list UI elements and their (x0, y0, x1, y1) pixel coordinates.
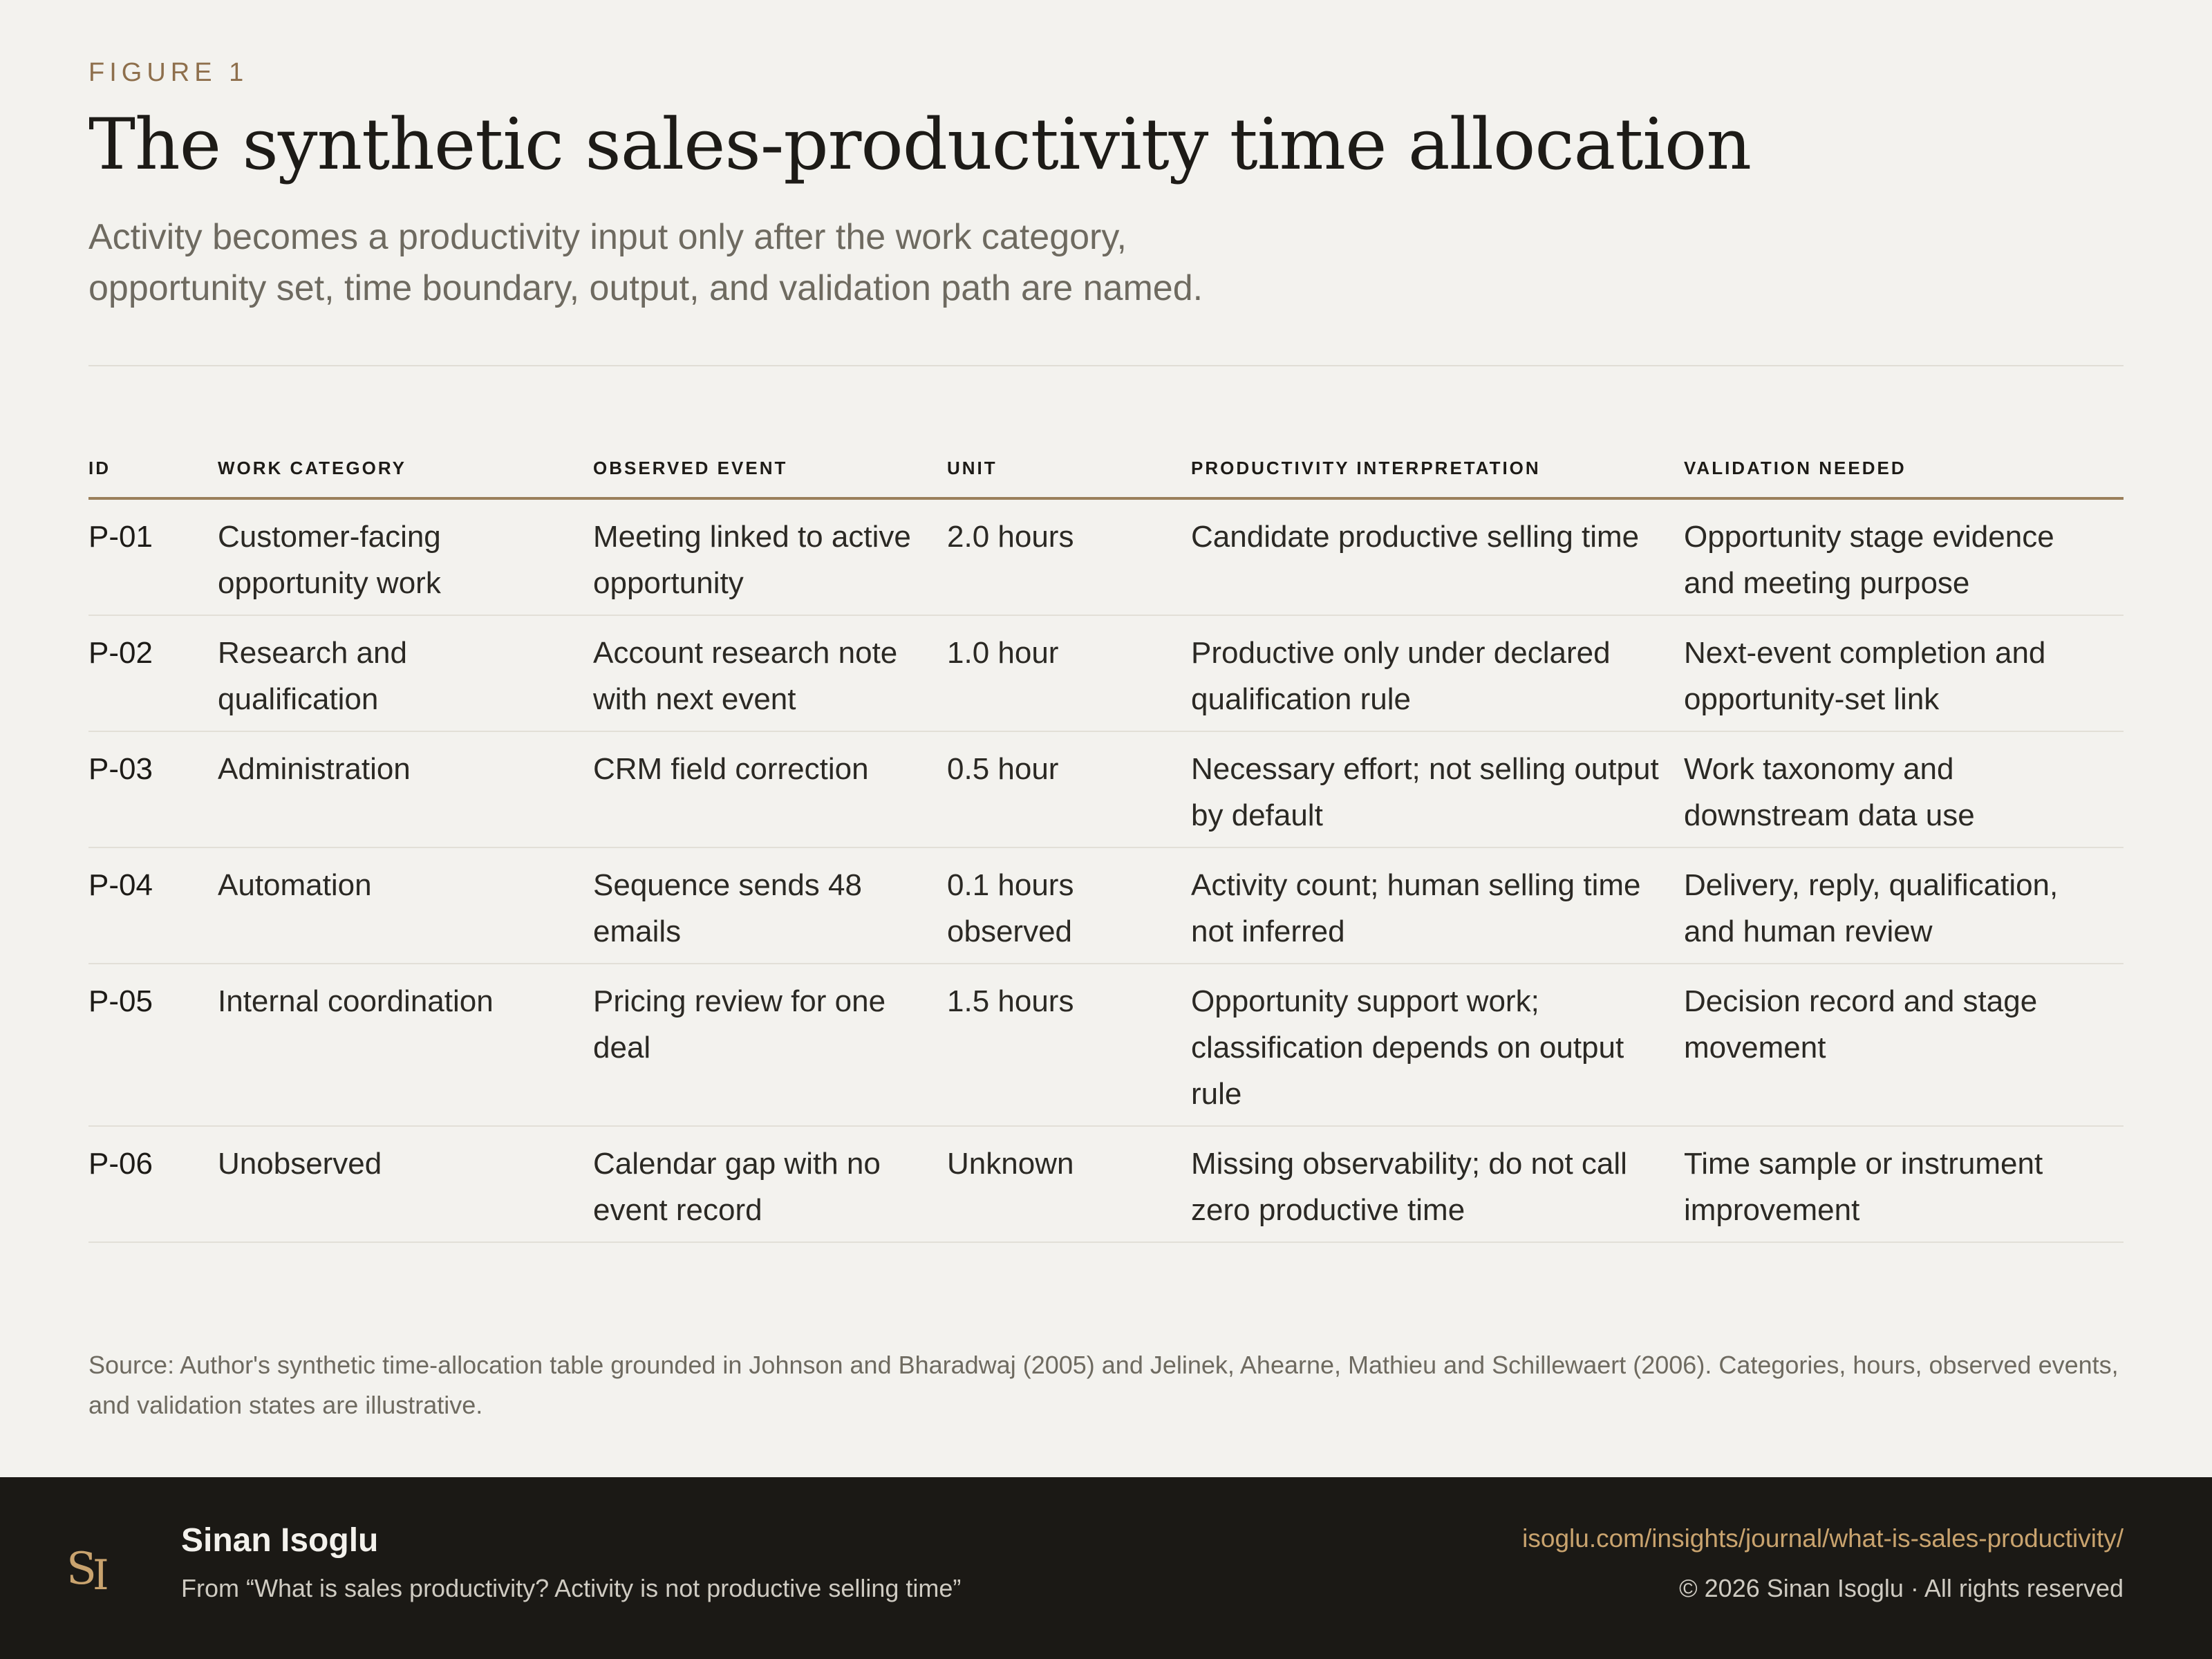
copyright-notice: © 2026 Sinan Isoglu · All rights reserved (1679, 1574, 2124, 1602)
table-row (88, 731, 2124, 847)
cell-unit: 2.0 hours (947, 498, 1191, 615)
svg-text:S: S (66, 1544, 97, 1595)
cell-id: P-06 (88, 1126, 218, 1242)
cell-validation-needed: Time sample or instrument improvement (1684, 1126, 2124, 1242)
cell-work-category: Internal coordination (218, 964, 593, 1126)
table-row (88, 1126, 2124, 1242)
cell-productivity-interpretation: Missing observability; do not call zero productive time (1191, 1126, 1684, 1242)
cell-observed-event: Sequence sends 48 emails (593, 847, 947, 964)
allocation-table (88, 449, 2124, 1243)
article-reference: From “What is sales productivity? Activity is not productive selling time” (181, 1574, 962, 1602)
cell-work-category: Research and qualification (218, 615, 593, 731)
cell-id: P-01 (88, 498, 218, 615)
cell-unit: Unknown (947, 1126, 1191, 1242)
column-header-work-category: WORK CATEGORY (218, 449, 593, 498)
cell-validation-needed: Work taxonomy and downstream data use (1684, 731, 2124, 847)
author-name: Sinan Isoglu (181, 1522, 379, 1559)
cell-observed-event: Pricing review for one deal (593, 964, 947, 1126)
footer (0, 1477, 2212, 1659)
cell-work-category: Customer-facing opportunity work (218, 498, 593, 615)
source-note: Source: Author's synthetic time-allocation table grounded in Johnson and Bharadwaj (2005) and Jelinek, Ahearne, Mathieu and Schillewaert (2006). Categories, hours, observed events, and validation states are illustrative. (88, 1351, 2119, 1419)
divider (88, 365, 2124, 366)
cell-work-category: Automation (218, 847, 593, 964)
page-title: The synthetic sales-productivity time allocation (88, 104, 1752, 186)
svg-text:I: I (93, 1551, 109, 1596)
cell-productivity-interpretation: Candidate productive selling time (1191, 498, 1684, 615)
table-row (88, 964, 2124, 1126)
cell-validation-needed: Next-event completion and opportunity-set link (1684, 615, 2124, 731)
cell-validation-needed: Decision record and stage movement (1684, 964, 2124, 1126)
figure-label: FIGURE 1 (88, 58, 249, 87)
cell-work-category: Administration (218, 731, 593, 847)
cell-productivity-interpretation: Activity count; human selling time not inferred (1191, 847, 1684, 964)
cell-id: P-04 (88, 847, 218, 964)
cell-unit: 1.5 hours (947, 964, 1191, 1126)
column-header-productivity-interpretation: PRODUCTIVITY INTERPRETATION (1191, 449, 1684, 498)
page-subtitle: Activity becomes a productivity input only after the work category, opportunity set, time boundary, output, and validation path are named. (88, 217, 1203, 308)
table-header-row (88, 449, 2124, 498)
cell-productivity-interpretation: Opportunity support work; classification depends on output rule (1191, 964, 1684, 1126)
table-row (88, 847, 2124, 964)
cell-work-category: Unobserved (218, 1126, 593, 1242)
cell-unit: 0.5 hour (947, 731, 1191, 847)
article-link[interactable]: isoglu.com/insights/journal/what-is-sales-productivity/ (1522, 1524, 2124, 1553)
cell-id: P-03 (88, 731, 218, 847)
column-header-unit: UNIT (947, 449, 1191, 498)
monogram-logo-icon (64, 1541, 119, 1596)
column-header-id: ID (88, 449, 218, 498)
cell-observed-event: Calendar gap with no event record (593, 1126, 947, 1242)
column-header-observed-event: OBSERVED EVENT (593, 449, 947, 498)
table-row (88, 615, 2124, 731)
cell-validation-needed: Opportunity stage evidence and meeting purpose (1684, 498, 2124, 615)
table-row (88, 498, 2124, 615)
cell-unit: 1.0 hour (947, 615, 1191, 731)
cell-id: P-02 (88, 615, 218, 731)
column-header-validation-needed: VALIDATION NEEDED (1684, 449, 2124, 498)
cell-observed-event: Meeting linked to active opportunity (593, 498, 947, 615)
cell-productivity-interpretation: Necessary effort; not selling output by default (1191, 731, 1684, 847)
cell-observed-event: Account research note with next event (593, 615, 947, 731)
cell-observed-event: CRM field correction (593, 731, 947, 847)
cell-productivity-interpretation: Productive only under declared qualification rule (1191, 615, 1684, 731)
cell-validation-needed: Delivery, reply, qualification, and human review (1684, 847, 2124, 964)
cell-unit: 0.1 hours observed (947, 847, 1191, 964)
cell-id: P-05 (88, 964, 218, 1126)
